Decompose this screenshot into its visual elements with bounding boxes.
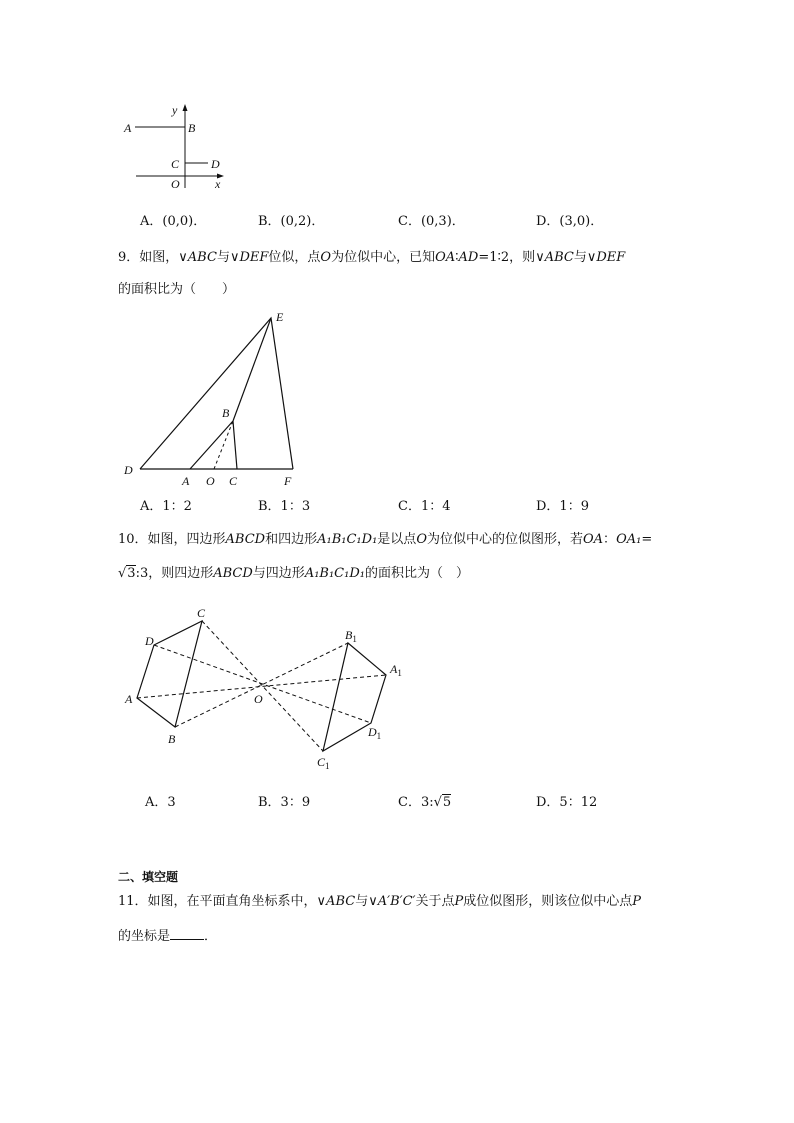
segment-be [233,318,271,421]
sqrt-icon: √ [118,566,127,581]
label-f: F [284,474,292,488]
segment-bc [233,421,237,469]
y-axis-arrow-icon [183,104,188,111]
q9-option-b[interactable]: B．1：3 [258,499,311,514]
label-a: A [125,692,133,706]
label-a1: $A_1$ [390,662,402,678]
q10-stem-line1: 10．如图，四边形ABCD和四边形A₁B₁C₁D₁是以点O为位似中心的位似图形，若OA：OA₁= [118,532,653,547]
q9-option-d[interactable]: D．1：9 [536,499,589,514]
sqrt-icon: √ [433,795,442,810]
label-y: y [172,103,178,117]
label-o: O [254,692,263,706]
q8-option-c[interactable]: C．(0,3)． [398,214,465,229]
q10-option-a[interactable]: A．3 [145,795,176,810]
q10-stem-line2: √3:3，则四边形ABCD与四边形A₁B₁C₁D₁的面积比为（ ） [118,566,469,581]
label-c: C [229,474,238,488]
q9-option-a[interactable]: A．1：2 [140,499,192,514]
q9-triangle-figure [118,308,318,488]
label-a: A [124,121,132,135]
q10-option-b[interactable]: B．3：9 [258,795,311,810]
label-d: D [124,463,133,477]
label-a: A [182,474,190,488]
q8-option-b[interactable]: B．(0,2)． [258,214,325,229]
segment-ab [190,421,233,469]
q8-option-a[interactable]: A．(0,0)． [140,214,207,229]
q11-stem-line1: 11．如图，在平面直角坐标系中，∨ABC与∨A′B′C′关于点P成位似图形，则该位似中心点P [118,894,642,909]
label-b1: $B_1$ [345,628,357,644]
label-b: B [222,406,230,420]
label-c: C [171,157,180,171]
q10-quadrilateral-figure [118,603,418,778]
dashed-ob [214,421,233,469]
label-o: O [171,177,180,191]
label-b: B [168,732,176,746]
label-c1: $C_1$ [317,755,330,771]
label-x: x [215,177,221,191]
label-e: E [276,310,284,324]
answer-blank[interactable] [170,926,204,940]
q10-option-d[interactable]: D．5：12 [536,795,598,810]
label-d: D [211,157,220,171]
q11-stem-line2: 的坐标是 ． [118,926,217,946]
q8-coordinate-figure [118,102,228,192]
q10-option-c[interactable]: C．3:√5 [398,795,452,810]
label-b: B [188,121,196,135]
label-c: C [197,606,206,620]
q9-stem-line1: 9．如图，∨ABC与∨DEF位似，点O为位似中心，已知OA∶AD=1∶2，则∨ABC与∨DEF [118,250,626,265]
triangle-def [140,318,293,469]
section-title: 二、填空题 [118,870,179,884]
label-o: O [206,474,215,488]
q9-stem-line2: 的面积比为（ ） [118,282,236,297]
label-d1: $D_1$ [368,725,382,741]
q9-option-c[interactable]: C．1：4 [398,499,451,514]
q8-option-d[interactable]: D．(3,0)． [536,214,604,229]
label-d: D [145,634,154,648]
